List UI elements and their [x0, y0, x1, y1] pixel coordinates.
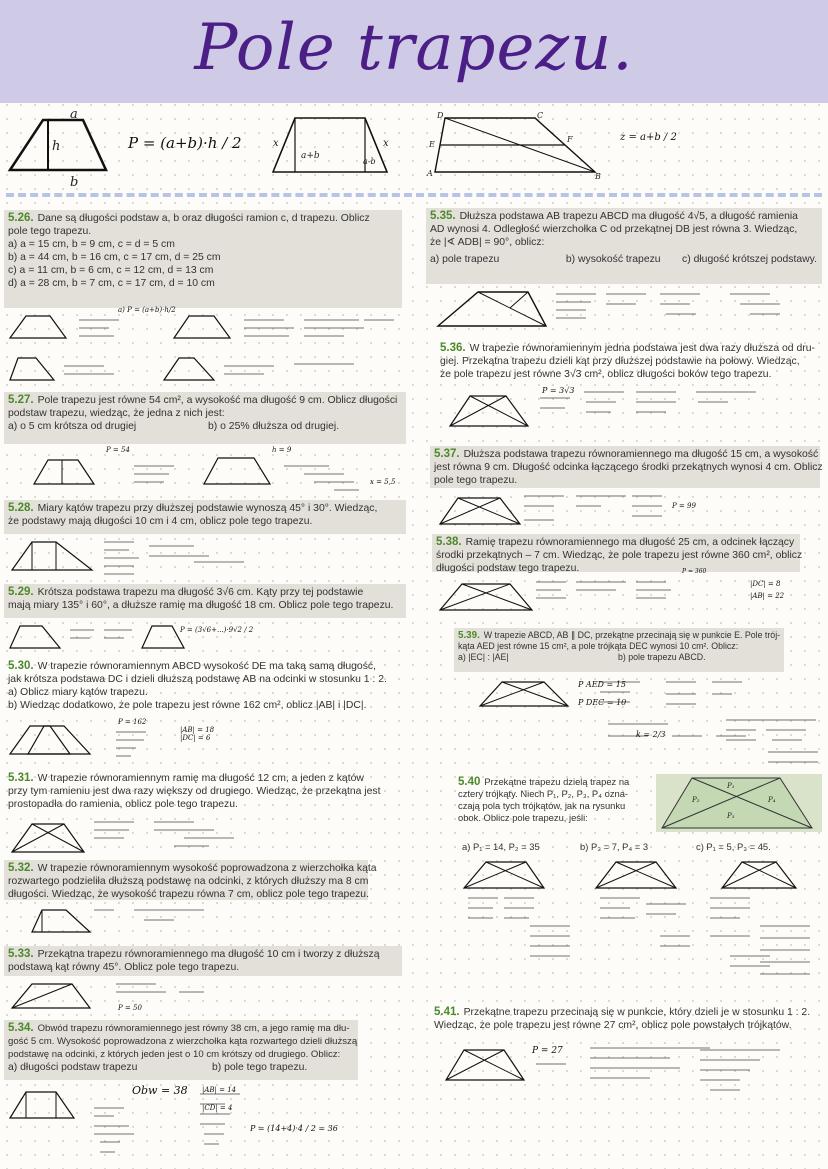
handwritten-note: P = 54 — [106, 446, 130, 454]
handwritten-note: |AB| = 22 — [750, 592, 785, 600]
solution-5-31-sketches — [4, 816, 404, 860]
section-divider — [6, 193, 822, 197]
svg-text:x: x — [273, 138, 279, 149]
figure-label-p3: P₃ — [727, 812, 735, 820]
handwritten-note: P = (3√6+...)·9√2 / 2 — [180, 626, 254, 634]
svg-text:a: a — [70, 107, 78, 122]
handwritten-note: P = 162 — [118, 718, 147, 726]
problem-5-27: 5.27. Pole trapezu jest równe 54 cm², a wysokość ma długość 9 cm. Oblicz długości podstaw trapezu, wiedząc, że jedna z nich jest: a) o 5 cm krótsza od drugiej b) o 25% dłuższa od drugiej. — [4, 392, 406, 444]
handwritten-note: h = 9 — [272, 446, 292, 454]
problem-5-34: 5.34. Obwód trapezu równoramiennego jest równy 38 cm, a jego ramię ma dłu- gość 5 cm. Wysokość poprowadzona z wierzchołka kąta rozwartego dzieli dłuższą podstawę na odcinki, z których jeden jest o 10 cm krótszy od drugiego. Oblicz: a) długości podstaw trapezu b) pole tego trapezu. — [4, 1020, 358, 1080]
problem-5-41: 5.41. Przekątne trapezu przecinają się w punkcie, który dzieli je w stosunku 1 : 2. Wiedząc, że pole trapezu jest równe 27 cm², oblicz pole powstałych trójkątów. — [434, 1006, 811, 1031]
problem-5-28: 5.28. Miary kątów trapezu przy dłuższej podstawie wynoszą 45° i 30°. Wiedząc, że podstawy mają długości 10 cm i 4 cm, oblicz pole tego trapezu. — [4, 500, 406, 534]
problem-5-40-figure — [656, 774, 822, 832]
solution-5-39-sketches — [476, 676, 822, 772]
svg-text:b: b — [70, 175, 79, 190]
handwritten-note: |DC| = 8 — [750, 580, 781, 588]
handwritten-note: P = 3√3 — [542, 386, 575, 395]
solution-5-40-sketches — [460, 856, 822, 990]
handwritten-note: P AED = 15 — [578, 680, 626, 689]
handwritten-note: |DC| = 6 — [180, 734, 211, 742]
solution-5-35-sketches — [430, 286, 822, 338]
svg-text:D: D — [437, 111, 444, 120]
svg-text:B: B — [595, 172, 601, 181]
handwritten-note: |AB| = 18 — [180, 726, 215, 734]
handwritten-note: P DEC = 10 — [578, 698, 627, 707]
area-formula: P = (a+b)·h / 2 — [128, 134, 242, 152]
problem-5-40-options: a) P₁ = 14, P₂ = 35 b) P₃ = 7, P₄ = 3 c) P₁ = 5, P₃ = 45. — [462, 841, 771, 852]
svg-text:h: h — [52, 139, 61, 154]
solution-5-41-sketches — [440, 1042, 822, 1094]
handwritten-note: |AB| = 14 — [202, 1086, 237, 1094]
solution-5-33-sketches — [4, 978, 404, 1016]
solution-5-32-sketches — [4, 902, 404, 942]
figure-label-p1: P₁ — [727, 782, 735, 790]
header-trapezoid-figure — [8, 107, 108, 190]
page-title: Pole trapezu. — [194, 11, 634, 85]
handwritten-note: |CD| = 4 — [202, 1104, 233, 1112]
problem-5-26: 5.26. Dane są długości podstaw a, b oraz długości ramion c, d trapezu. Oblicz pole tego trapezu. a) a = 15 cm, b = 9 cm, c = d = 5 cm b) a = 44 cm, b = 16 cm, c = 17 cm, d = 25 cm c) a = 11 cm, b = 6 cm, c = 12 cm, d = 13 cm d) a = 28 cm, b = 7 cm, c = 17 cm, d = 10 cm — [4, 210, 402, 308]
solution-5-34-sketches — [4, 1082, 404, 1166]
handwritten-note: P = 360 — [682, 568, 707, 575]
header-rearranged-figure — [265, 112, 395, 182]
handwritten-note: P = 50 — [118, 1004, 142, 1012]
solution-5-27-sketches — [4, 446, 404, 494]
handwritten-note: P = 99 — [672, 502, 696, 510]
problem-5-31: 5.31. W trapezie równoramiennym ramię ma długość 12 cm, a jeden z kątów przy tym ramieniu jest dwa razy większy od drugiego. Wiedząc, że przekątna jest prostopadła do ramienia, oblicz pole tego trapezu. — [8, 772, 381, 810]
problem-5-39: 5.39. W trapezie ABCD, AB ∥ DC, przekątne przecinają się w punkcie E. Pole trój- kąta AED jest równe 15 cm², a pole trójkąta DEC wynosi 10 cm². Oblicz: a) |EC| : |AE| b) pole trapezu ABCD. — [454, 628, 784, 672]
handwritten-note: x = 5,5 — [370, 478, 396, 486]
handwritten-note: Obw = 38 — [132, 1084, 188, 1097]
svg-text:a-b: a-b — [363, 157, 376, 166]
problem-5-36: 5.36. W trapezie równoramiennym jedna podstawa jest dwa razy dłuższa od dru- giej. Przekątna trapezu dzieli kąt przy dłuższej podstawie na połowy. Wiedząc, że pole trapezu jest równe 3√3 cm², oblicz długości boków tego trapezu. — [440, 342, 815, 380]
figure-label-p4: P₄ — [768, 796, 776, 804]
problem-5-29: 5.29. Krótsza podstawa trapezu ma długość 3√6 cm. Kąty przy tej podstawie mają miary 135° i 60°, a dłuższe ramię ma długość 18 cm. Oblicz pole tego trapezu. — [4, 584, 406, 618]
midline-formula: z = a+b / 2 — [620, 132, 677, 143]
svg-text:C: C — [537, 111, 544, 120]
solution-5-26-sketches — [4, 310, 404, 388]
handwritten-note: P = (14+4)·4 / 2 = 36 — [250, 1124, 338, 1133]
svg-text:F: F — [567, 135, 573, 144]
header-midline-figure — [425, 112, 605, 182]
svg-text:x: x — [383, 138, 389, 149]
handwritten-note: P = 27 — [532, 1046, 563, 1056]
svg-text:E: E — [429, 140, 435, 149]
problem-5-38: 5.38. Ramię trapezu równoramiennego ma długość 25 cm, a odcinek łączący środki przekątnych – 7 cm. Wiedząc, że pole trapezu jest równe 360 cm², oblicz długości podstaw tego trapezu. — [432, 534, 800, 572]
problem-5-40: 5.40 Przekątne trapezu dzielą trapez na cztery trójkąty. Niech P₁, P₂, P₃, P₄ ozna- czają pola tych trójkątów, jak na rysunku obok. Oblicz pole trapezu, jeśli: — [458, 776, 630, 823]
solution-5-36-sketches — [436, 386, 822, 442]
solution-5-37-sketches — [436, 490, 822, 532]
svg-text:A: A — [427, 169, 433, 178]
handwritten-note: a) P = (a+b)·h/2 — [118, 306, 176, 314]
handwritten-note: k = 2/3 — [636, 730, 666, 739]
problem-5-32: 5.32. W trapezie równoramiennym wysokość poprowadzona z wierzchołka kąta rozwartego podzieliła dłuższą podstawę na odcinki, z których dłuższy ma 8 cm długości. Wiedząc, że wysokość trapezu równa 7 cm, oblicz pole tego trapezu. — [4, 860, 368, 900]
problem-5-37: 5.37. Dłuższa podstawa trapezu równoramiennego ma długość 15 cm, a wysokość jest równa 9 cm. Długość odcinka łączącego środki przekątnych wynosi 4 cm. Oblicz pole tego trapezu. — [430, 446, 820, 488]
figure-label-p2: P₂ — [692, 796, 700, 804]
problem-5-33: 5.33. Przekątna trapezu równoramiennego ma długość 10 cm i tworzy z dłuższą podstawą kąt równy 45°. Oblicz pole tego trapezu. — [4, 946, 402, 976]
problem-number: 5.26. — [8, 212, 34, 224]
problem-5-35: 5.35. Dłuższa podstawa AB trapezu ABCD ma długość 4√5, a długość ramienia AD wynosi 4. Odległość wierzchołka C od przekątnej DB jest równa 3. Wiedząc, że |∢ ADB| = 90°, oblicz: a) pole trapezu b) wysokość trapezu c) długość krótszej podstawy. — [426, 208, 822, 284]
solution-5-28-sketches — [4, 536, 404, 580]
svg-text:a+b: a+b — [301, 151, 320, 161]
problem-5-30: 5.30. W trapezie równoramiennym ABCD wysokość DE ma taką samą długość, jak krótsza podstawa DC i dzieli dłuższą podstawę AB na odcinki w stosunku 1 : 2. a) Oblicz miary kątów trapezu. b) Wiedząc dodatkowo, że pole trapezu jest równe 162 cm², oblicz |AB| i |DC|. — [8, 660, 387, 711]
